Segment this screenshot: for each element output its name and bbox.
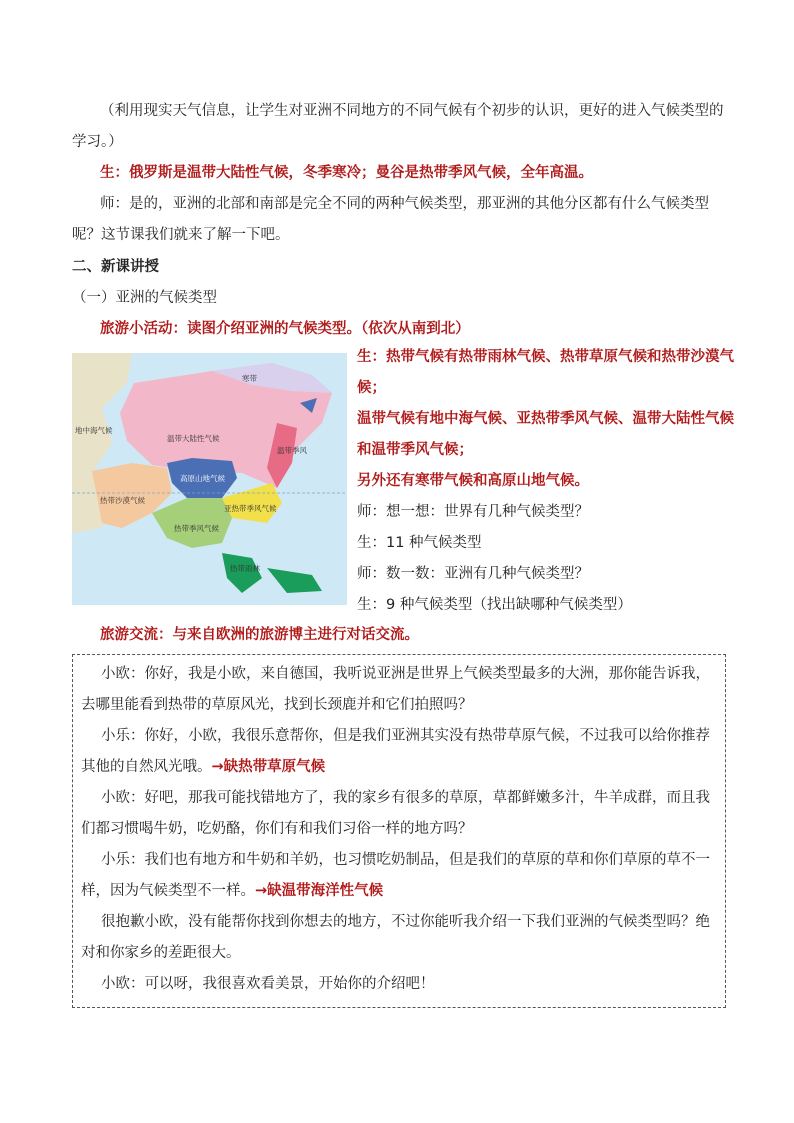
- answer-line-3: 另外还有寒带气候和高原山地气候。: [357, 473, 589, 489]
- question-2: 师：数一数：亚洲有几种气候类型？: [357, 566, 589, 582]
- dialog-line-4: [81, 845, 719, 907]
- asia-climate-map: [72, 353, 347, 605]
- teacher-prompt: 师：是的，亚洲的北部和南部是完全不同的两种气候类型，那亚洲的其他分区都有什么气候类型呢？这节课我们就来了解一下吧。: [72, 196, 709, 243]
- dialog-line-1: 小欧：你好，我是小欧，来自德国，我听说亚洲是世界上气候类型最多的大洲，那你能告诉我，去哪里能看到热带的草原风光，找到长颈鹿并和它们拍照吗？: [81, 666, 710, 713]
- map-label-desert: 热带沙漠气候: [100, 496, 145, 505]
- section-subheading: （一）亚洲的气候类型: [72, 290, 217, 306]
- map-label-mediterranean: 地中海气候: [75, 426, 113, 435]
- question-1: 师：想一想：世界有几种气候类型？: [357, 504, 589, 520]
- dialog-line-2: [81, 721, 719, 783]
- dialog-box: [72, 654, 726, 1008]
- section-heading: 二、新课讲授: [72, 259, 159, 275]
- dialog-line-2-text: 小乐：你好，小欧，我很乐意帮你，但是我们亚洲其实没有热带草原气候，不过我可以给你推荐其他的自然风光哦。: [81, 728, 710, 775]
- intro-note: （利用现实天气信息，让学生对亚洲不同地方的不同气候有个初步的认识，更好的进入气候类型的学习。）: [72, 103, 724, 150]
- dialog-line-5: 很抱歉小欧，没有能帮你找到你想去的地方，不过你能听我介绍一下我们亚洲的气候类型吗？绝对和你家乡的差距很大。: [81, 914, 710, 961]
- missing-oceanic-note: →缺温带海洋性气候: [255, 883, 384, 899]
- map-label-tundra: 寒带: [242, 374, 257, 383]
- student-answer: 生：俄罗斯是温带大陆性气候，冬季寒冷；曼谷是热带季风气候，全年高温。: [100, 165, 593, 181]
- map-label-continental: 温带大陆性气候: [167, 434, 220, 443]
- map-label-plateau: 高原山地气候: [180, 474, 225, 483]
- answer-1: 生：11 种气候类型: [357, 535, 482, 551]
- exchange-title: 旅游交流：与来自欧洲的旅游博主进行对话交流。: [100, 627, 419, 643]
- map-label-rainforest: 热带雨林: [230, 564, 260, 573]
- map-label-temperate-monsoon: 温带季风: [277, 446, 307, 455]
- activity-title: 旅游小活动：读图介绍亚洲的气候类型。（依次从南到北）: [100, 321, 470, 337]
- answer-2: 生：9 种气候类型（找出缺哪种气候类型）: [357, 597, 632, 613]
- answer-line-2: 温带气候有地中海气候、亚热带季风气候、温带大陆性气候和温带季风气候；: [357, 411, 734, 458]
- map-label-tropical-monsoon: 热带季风气候: [174, 524, 219, 533]
- answer-line-1: 生：热带气候有热带雨林气候、热带草原气候和热带沙漠气候；: [357, 349, 734, 396]
- dialog-line-3: 小欧：好吧，那我可能找错地方了，我的家乡有很多的草原，草都鲜嫩多汁，牛羊成群，而且我们都习惯喝牛奶，吃奶酪，你们有和我们习俗一样的地方吗？: [81, 790, 710, 837]
- dialog-line-6: 小欧：可以呀，我很喜欢看美景，开始你的介绍吧！: [101, 976, 435, 992]
- missing-savanna-note: →缺热带草原气候: [211, 759, 326, 775]
- dialog-line-4-text: 小乐：我们也有地方和牛奶和羊奶，也习惯吃奶制品，但是我们的草原的草和你们草原的草不一样，因为气候类型不一样。: [81, 852, 710, 899]
- map-label-subtropical: 亚热带季风气候: [224, 504, 277, 513]
